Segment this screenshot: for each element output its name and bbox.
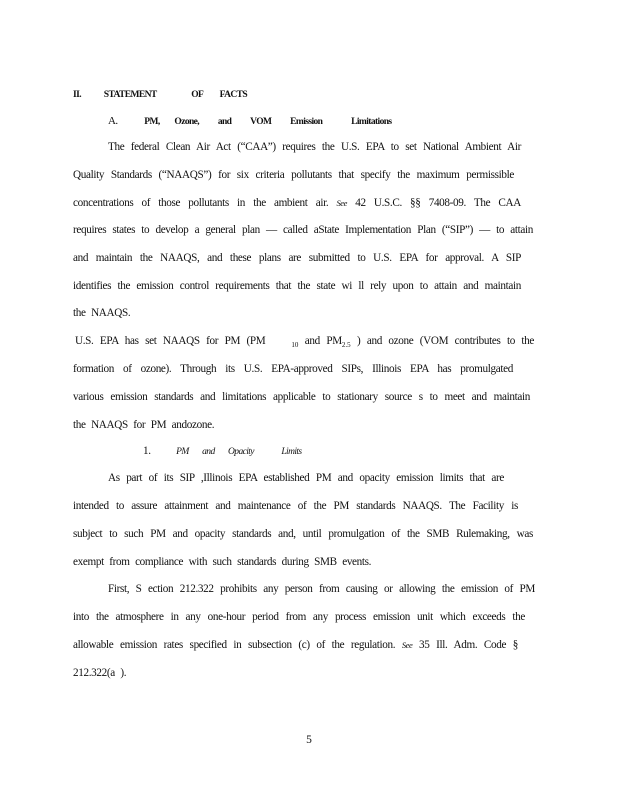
paragraph-text: and PM	[304, 335, 342, 347]
subsection-title-word: Emission	[290, 117, 323, 127]
section-title-word: STATEMENT	[103, 90, 157, 100]
paragraph-line: Quality Standards (“NAAQS”) for six criteria pollutants that specify the maximum permissible	[73, 169, 514, 181]
paragraph-text: allowable emission rates specified in subsection (c) of the regulation.	[73, 639, 396, 651]
subsection-title-word: PM	[176, 447, 189, 457]
citation-signal: See	[336, 198, 348, 208]
paragraph-line	[75, 334, 534, 349]
paragraph-line: intended to assure attainment and maintenance of the PM standards NAAQS. The Facility is	[73, 500, 518, 512]
paragraph-line: various emission standards and limitations applicable to stationary source s to meet and maintain	[73, 391, 530, 403]
paragraph-text: 42 U.S.C. §§ 7408-09. The CAA	[355, 197, 521, 209]
paragraph-line	[73, 196, 521, 210]
section-title-word: OF	[191, 90, 203, 100]
paragraph-line: subject to such PM and opacity standards and, until promulgation of the SMB Rulemaking, was	[73, 528, 533, 540]
paragraph-line: As part of its SIP ,Illinois EPA established PM and opacity emission limits that are	[108, 472, 504, 484]
subsection-title-word: VOM	[250, 117, 272, 127]
paragraph-text: ) and ozone (VOM contributes to the	[357, 335, 534, 347]
subsection-title-word: and	[217, 117, 232, 127]
paragraph-line: the NAAQS for PM andozone.	[73, 419, 215, 431]
page-number: 5	[306, 734, 312, 746]
subscript: 10	[291, 341, 299, 349]
paragraph-line: The federal Clean Air Act (“CAA”) requires the U.S. EPA to set National Ambient Air	[108, 141, 521, 153]
subsection-title-word: Limits	[281, 447, 302, 457]
citation-signal: See	[401, 640, 413, 650]
paragraph-text: U.S. EPA has set NAAQS for PM (PM	[75, 335, 266, 347]
paragraph-text: 35 Ill. Adm. Code §	[419, 639, 518, 651]
subsection-title-word: Ozone,	[174, 117, 200, 127]
paragraph-line: the NAAQS.	[73, 307, 131, 319]
subsection-number: 1.	[143, 445, 151, 457]
paragraph-line: requires states to develop a general plan — called aState Implementation Plan (“SIP”) — to attain	[73, 224, 533, 236]
section-heading	[73, 88, 247, 102]
paragraph-line: and maintain the NAAQS, and these plans are submitted to U.S. EPA for approval. A SIP	[73, 252, 521, 264]
paragraph-line: exempt from compliance with such standards during SMB events.	[73, 556, 372, 568]
paragraph-line: identifies the emission control requirements that the state wi ll rely upon to attain and maintain	[73, 280, 521, 292]
paragraph-line: First, S ection 212.322 prohibits any person from causing or allowing the emission of PM	[108, 583, 535, 595]
paragraph-line: formation of ozone). Through its U.S. EPA-approved SIPs, Illinois EPA has promulgated	[73, 363, 513, 375]
paragraph-text: concentrations of those pollutants in the ambient air.	[73, 197, 329, 209]
section-title-word: FACTS	[219, 90, 248, 100]
section-number: II.	[73, 90, 81, 100]
subsection-title-word: PM,	[144, 117, 160, 127]
paragraph-line: into the atmosphere in any one-hour period from any process emission unit which exceeds the	[73, 611, 525, 623]
paragraph-line: 212.322(a ).	[73, 667, 127, 679]
subsection-title-word: Opacity	[228, 447, 254, 457]
subsection-title-word: Limitations	[351, 117, 392, 127]
subsection-a-heading	[108, 114, 392, 129]
subsection-letter: A.	[108, 115, 118, 127]
subscript: 2.5	[341, 341, 351, 349]
subsection-title-word: and	[202, 447, 215, 457]
paragraph-line	[73, 638, 518, 652]
subsection-1-heading	[143, 444, 302, 459]
